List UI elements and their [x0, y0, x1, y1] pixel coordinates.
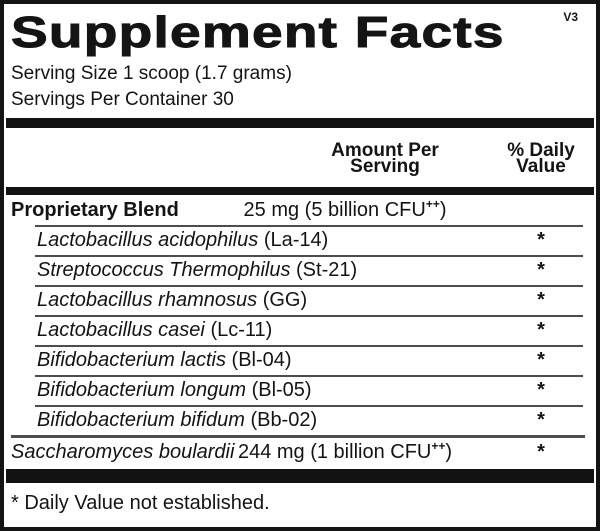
ingredient-name: [37, 379, 312, 402]
ingredient-name: Saccharomyces boulardii: [11, 440, 235, 463]
column-header-row: [11, 128, 589, 187]
servings-per-container-line: Servings Per Container 30: [11, 89, 234, 110]
amount-per-serving: 25 mg (5 billion CFU ++ ): [243, 197, 447, 221]
daily-value-header-line1: % Daily: [507, 140, 575, 161]
amount-text-close: ): [445, 440, 453, 463]
ingredient-name: [37, 229, 328, 252]
strain-code: (GG): [262, 288, 308, 311]
ingredient-name: [37, 409, 317, 432]
strain-code: (Bl-05): [251, 378, 312, 401]
daily-value-cell: *: [537, 228, 545, 251]
species-name: Lactobacillus rhamnosus: [37, 288, 258, 311]
ingredient-row: [11, 345, 589, 375]
daily-value-cell: *: [537, 408, 545, 431]
species-name: Bifidobacterium bifidum: [37, 408, 245, 431]
amount-header-line2: Serving: [350, 156, 420, 177]
serving-size-line: Serving Size 1 scoop (1.7 grams): [11, 63, 292, 84]
ingredient-name: [37, 349, 292, 372]
daily-value-cell: *: [537, 440, 545, 463]
strain-code: (La-14): [263, 228, 329, 251]
amount-per-serving: 244 mg (1 billion CFU ++ ): [237, 439, 453, 463]
strain-code: (Lc-11): [210, 318, 273, 341]
top-separator-bar: [6, 118, 594, 128]
daily-value-footnote: * Daily Value not established.: [11, 492, 270, 514]
daily-value-header-line2: Value: [516, 156, 566, 177]
species-name: Lactobacillus casei: [37, 318, 205, 341]
ingredient-row-saccharomyces-boulardii: [11, 435, 589, 469]
panel-title: Supplement Facts: [11, 8, 505, 57]
amount-text: 25 mg (5 billion CFU: [243, 198, 426, 221]
ingredient-name: [37, 319, 272, 342]
daily-value-cell: *: [537, 318, 545, 341]
ingredient-row: [11, 255, 589, 285]
daily-value-cell: *: [537, 348, 545, 371]
version-tag: V3: [563, 10, 578, 24]
ingredient-name: [37, 289, 307, 312]
amount-text: 244 mg (1 billion CFU: [237, 440, 432, 463]
column-header-daily-value: [491, 140, 591, 177]
species-name: Lactobacillus acidophilus: [37, 228, 259, 251]
ingredient-row-proprietary-blend: [11, 195, 589, 225]
column-header-amount-per-serving: [310, 140, 460, 177]
species-name: Bifidobacterium lactis: [37, 348, 226, 371]
ingredient-row: [11, 375, 589, 405]
ingredient-name: [37, 259, 357, 282]
ingredient-row: [11, 405, 589, 435]
amount-header-line1: Amount Per: [331, 140, 439, 161]
daily-value-cell: *: [537, 258, 545, 281]
ingredient-name: Proprietary Blend: [11, 198, 179, 221]
ingredient-row: [11, 315, 589, 345]
species-name: Streptococcus Thermophilus: [37, 258, 291, 281]
daily-value-cell: *: [537, 288, 545, 311]
amount-text-close: ): [439, 198, 447, 221]
strain-code: (Bb-02): [250, 408, 318, 431]
title-row: [11, 9, 589, 61]
strain-code: (St-21): [296, 258, 358, 281]
column-header-separator-bar: [6, 187, 594, 195]
ingredient-row: [11, 285, 589, 315]
strain-code: (Bl-04): [231, 348, 292, 371]
ingredient-row: [11, 225, 589, 255]
daily-value-cell: [491, 195, 591, 225]
species-name: Bifidobacterium longum: [37, 378, 246, 401]
footnote-separator-bar: [6, 469, 594, 483]
daily-value-cell: *: [537, 378, 545, 401]
